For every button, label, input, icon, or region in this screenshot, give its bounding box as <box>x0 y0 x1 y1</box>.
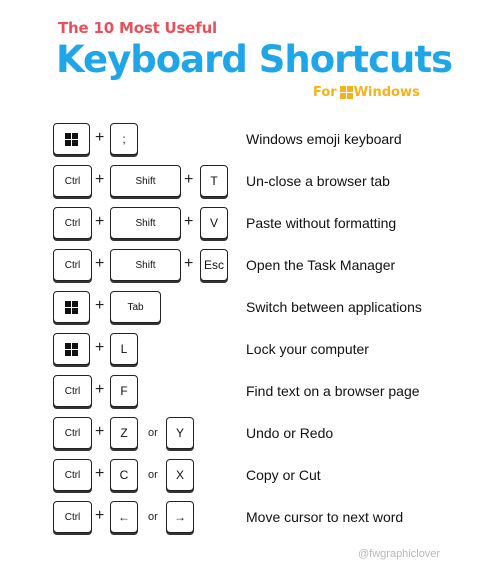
key-c: C <box>110 459 138 491</box>
shortcut-description: Move cursor to next word <box>246 509 404 525</box>
shortcut-description: Lock your computer <box>246 341 369 357</box>
shortcut-description: Switch between applications <box>246 299 422 315</box>
subtitle-prefix: For <box>313 85 337 100</box>
plus-sign: + <box>95 129 105 146</box>
shortcut-description: Find text on a browser page <box>246 383 420 399</box>
shortcut-row <box>0 375 487 411</box>
plus-sign: + <box>95 507 105 524</box>
shortcut-row <box>0 417 487 453</box>
header <box>0 0 487 110</box>
key-esc: Esc <box>200 249 228 281</box>
key-f: F <box>110 375 138 407</box>
key-shift: Shift <box>110 249 181 281</box>
key-ctrl: Ctrl <box>53 249 92 281</box>
shortcut-description: Undo or Redo <box>246 425 334 441</box>
key-ctrl: Ctrl <box>53 375 92 407</box>
subtitle-suffix: Windows <box>353 85 420 100</box>
windows-logo-icon <box>65 301 78 314</box>
key-tab: Tab <box>110 291 161 323</box>
plus-sign: + <box>184 213 194 230</box>
plus-sign: + <box>95 465 105 482</box>
or-separator: or <box>148 511 158 523</box>
key-semicolon: ; <box>110 123 138 155</box>
shortcut-row <box>0 333 487 369</box>
plus-sign: + <box>95 255 105 272</box>
plus-sign: + <box>95 297 105 314</box>
key-ctrl: Ctrl <box>53 165 92 197</box>
plus-sign: + <box>95 339 105 356</box>
windows-logo-icon <box>65 343 78 356</box>
shortcut-row <box>0 207 487 243</box>
page-title: Keyboard Shortcuts <box>56 38 453 81</box>
subtitle <box>313 85 420 100</box>
shortcut-description: Open the Task Manager <box>246 257 396 273</box>
key-t: T <box>200 165 228 197</box>
key-shift: Shift <box>110 165 181 197</box>
or-separator: or <box>148 427 158 439</box>
shortcut-row <box>0 165 487 201</box>
windows-key <box>53 291 90 323</box>
windows-key <box>53 123 90 155</box>
key-ctrl: Ctrl <box>53 417 92 449</box>
key-v: V <box>200 207 228 239</box>
shortcut-row <box>0 459 487 495</box>
windows-key <box>53 333 90 365</box>
plus-sign: + <box>184 255 194 272</box>
key-shift: Shift <box>110 207 181 239</box>
plus-sign: + <box>95 423 105 440</box>
arrow-left-icon: ← <box>110 501 138 533</box>
shortcut-row <box>0 291 487 327</box>
shortcut-row <box>0 123 487 159</box>
or-separator: or <box>148 469 158 481</box>
plus-sign: + <box>95 213 105 230</box>
plus-sign: + <box>184 171 194 188</box>
key-l: L <box>110 333 138 365</box>
shortcut-row <box>0 249 487 285</box>
windows-logo-icon <box>65 133 78 146</box>
plus-sign: + <box>95 171 105 188</box>
shortcut-description: Paste without formatting <box>246 215 397 231</box>
key-x: X <box>166 459 194 491</box>
windows-logo-icon <box>340 86 353 99</box>
key-ctrl: Ctrl <box>53 207 92 239</box>
shortcut-description: Un-close a browser tab <box>246 173 390 189</box>
key-ctrl: Ctrl <box>53 501 92 533</box>
watermark: @fwgraphiclover <box>358 548 441 560</box>
key-y: Y <box>166 417 194 449</box>
key-z: Z <box>110 417 138 449</box>
plus-sign: + <box>95 381 105 398</box>
shortcut-description: Windows emoji keyboard <box>246 131 402 147</box>
shortcut-description: Copy or Cut <box>246 467 321 483</box>
shortcut-row <box>0 501 487 537</box>
key-ctrl: Ctrl <box>53 459 92 491</box>
arrow-right-icon: → <box>166 501 194 533</box>
kicker-text: The 10 Most Useful <box>58 19 217 37</box>
